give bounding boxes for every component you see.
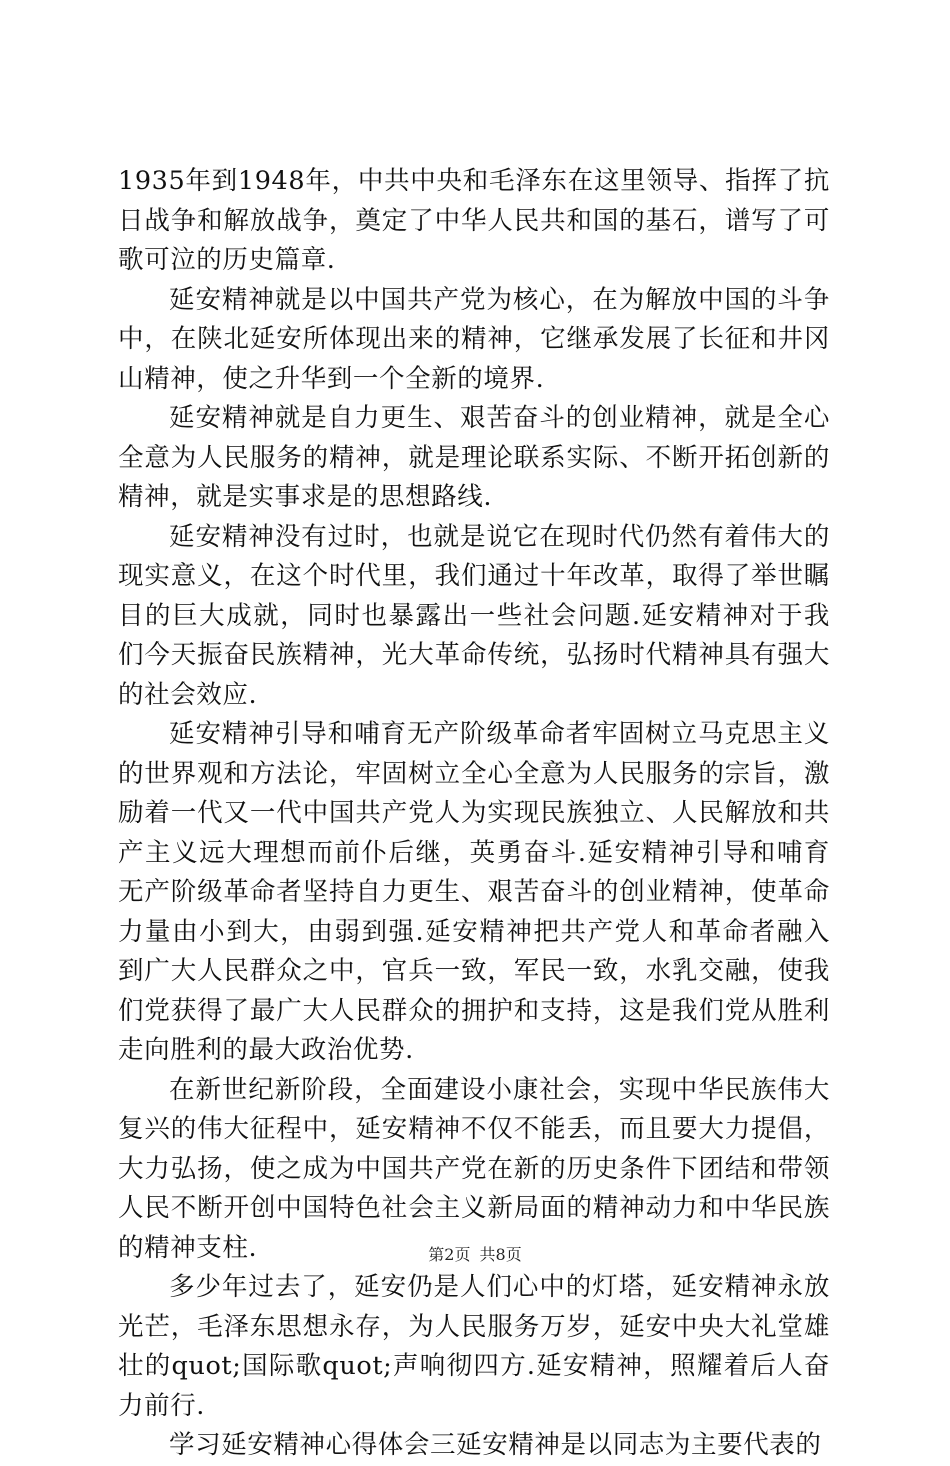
page-total: 共8页 (479, 1245, 522, 1264)
document-body (118, 162, 830, 1466)
paragraph-6: 在新世纪新阶段，全面建设小康社会，实现中华民族伟大复兴的伟大征程中，延安精神不仅不能丢，而且要大力提倡，大力弘扬，使之成为中国共产党在新的历史条件下团结和带领人民不断开创中国特色社会主义新局面的精神动力和中华民族的精神支柱. (118, 1074, 830, 1263)
page-number: 第2页 (428, 1245, 471, 1264)
paragraph-2: 延安精神就是以中国共产党为核心，在为解放中国的斗争中，在陕北延安所体现出来的精神，它继承发展了长征和井冈山精神，使之升华到一个全新的境界. (118, 284, 830, 394)
paragraph-3: 延安精神就是自力更生、艰苦奋斗的创业精神，就是全心全意为人民服务的精神，就是理论联系实际、不断开拓创新的精神，就是实事求是的思想路线. (118, 403, 830, 512)
paragraph-4: 延安精神没有过时，也就是说它在现时代仍然有着伟大的现实意义，在这个时代里，我们通过十年改革，取得了举世瞩目的巨大成就，同时也暴露出一些社会问题.延安精神对于我们今天振奋民族精神，光大革命传统，弘扬时代精神具有强大的社会效应. (118, 521, 830, 710)
paragraph-8: 学习延安精神心得体会三延安精神是以同志为主要代表的 (169, 1430, 822, 1460)
paragraph-7: 多少年过去了，延安仍是人们心中的灯塔，延安精神永放光芒，毛泽东思想永存，为人民服务万岁，延安中央大礼堂雄壮的quot;国际歌quot;声响彻四方.延安精神，照耀着后人奋力前行. (118, 1272, 830, 1421)
paragraph-1: 1935年到1948年，中共中央和毛泽东在这里领导、指挥了抗日战争和解放战争，奠定了中华人民共和国的基石，谱写了可歌可泣的历史篇章. (118, 166, 830, 275)
page-footer (0, 1242, 950, 1265)
paragraph-5: 延安精神引导和哺育无产阶级革命者牢固树立马克思主义的世界观和方法论，牢固树立全心全意为人民服务的宗旨，激励着一代又一代中国共产党人为实现民族独立、人民解放和共产主义远大理想而前仆后继，英勇奋斗.延安精神引导和哺育无产阶级革命者坚持自力更生、艰苦奋斗的创业精神，使革命力量由小到大，由弱到强.延安精神把共产党人和革命者融入到广大人民群众之中，官兵一致，军民一致，水乳交融，使我们党获得了最广大人民群众的拥护和支持，这是我们党从胜利走向胜利的最大政治优势. (118, 719, 830, 1065)
